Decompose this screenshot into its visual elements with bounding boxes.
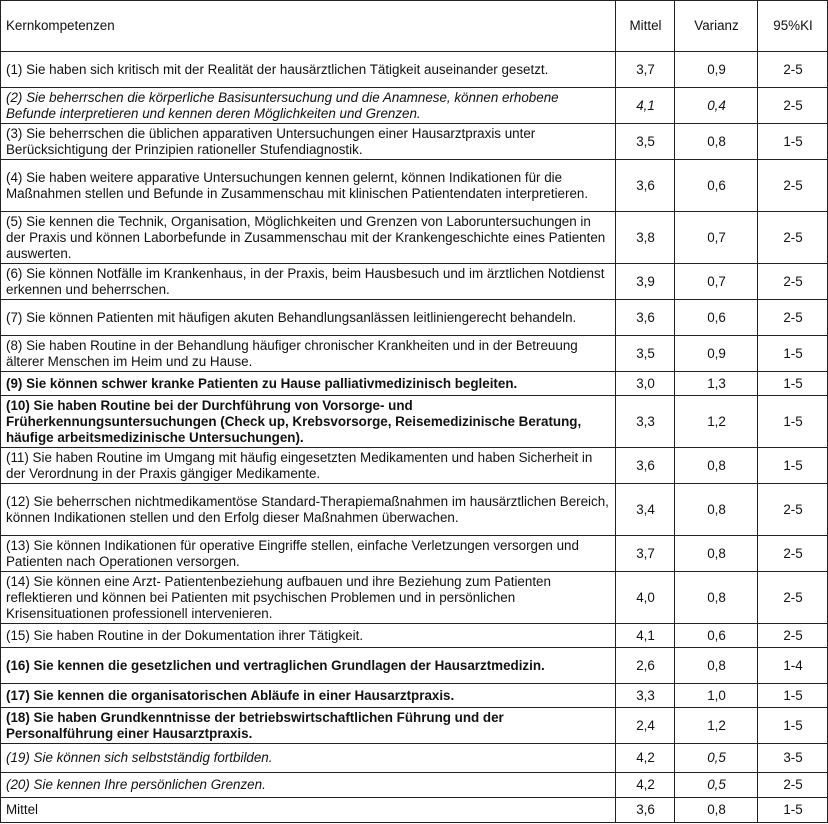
variance-value: 0,8 — [675, 448, 758, 484]
variance-value: 1,3 — [675, 372, 758, 396]
table-row — [1, 536, 828, 572]
table-row — [1, 264, 828, 300]
variance-value: 1,2 — [675, 708, 758, 744]
ci-value: 1-5 — [758, 396, 828, 448]
ci-value: 1-5 — [758, 372, 828, 396]
mean-value: 3,6 — [616, 160, 675, 212]
mean-value: 4,2 — [616, 773, 675, 798]
table-row — [1, 160, 828, 212]
ci-value: 1-5 — [758, 708, 828, 744]
variance-value: 0,4 — [675, 88, 758, 124]
ci-value: 2-5 — [758, 300, 828, 336]
table-row — [1, 372, 828, 396]
competence-text: (17) Sie kennen die organisatorischen Abläufe in einer Hausarztpraxis. — [1, 684, 616, 708]
mean-value: 3,4 — [616, 484, 675, 536]
ci-value: 1-5 — [758, 124, 828, 160]
table-row — [1, 744, 828, 773]
ci-value: 3-5 — [758, 744, 828, 773]
mean-value: 3,3 — [616, 396, 675, 448]
ci-value: 1-5 — [758, 336, 828, 372]
variance-value: 0,8 — [675, 484, 758, 536]
variance-value: 0,8 — [675, 124, 758, 160]
mean-value: 4,0 — [616, 572, 675, 624]
table-row — [1, 624, 828, 648]
footer-mean: 3,6 — [616, 798, 675, 823]
mean-value: 3,6 — [616, 300, 675, 336]
table-row — [1, 648, 828, 684]
competence-text: (11) Sie haben Routine im Umgang mit häufig eingesetzten Medikamenten und haben Sicherheit in der Verordnung in der Praxis gängiger Medikamente. — [1, 448, 616, 484]
table-row — [1, 336, 828, 372]
mean-value: 3,9 — [616, 264, 675, 300]
mean-value: 2,6 — [616, 648, 675, 684]
ci-value: 2-5 — [758, 52, 828, 88]
mean-value: 3,0 — [616, 372, 675, 396]
ci-value: 1-4 — [758, 648, 828, 684]
competence-text: (3) Sie beherrschen die üblichen apparativen Untersuchungen einer Hausarztpraxis unter Berücksichtigung der Prinzipien rationeller Stufendiagnostik. — [1, 124, 616, 160]
ci-value: 2-5 — [758, 624, 828, 648]
mean-value: 2,4 — [616, 708, 675, 744]
variance-value: 0,6 — [675, 624, 758, 648]
competence-text: (6) Sie können Notfälle im Krankenhaus, in der Praxis, beim Hausbesuch und im ärztlichen Notdienst erkennen und beherrschen. — [1, 264, 616, 300]
header-row — [1, 1, 828, 52]
competence-text: (12) Sie beherrschen nichtmedikamentöse Standard-Therapiemaßnahmen im hausärztlichen Bereich, können Indikationen stellen und den Erfolg dieser Maßnahmen überwachen. — [1, 484, 616, 536]
variance-value: 0,7 — [675, 264, 758, 300]
mean-value: 3,7 — [616, 52, 675, 88]
mean-value: 3,5 — [616, 124, 675, 160]
table-row — [1, 396, 828, 448]
variance-value: 0,6 — [675, 160, 758, 212]
header-variance: Varianz — [675, 1, 758, 52]
ci-value: 2-5 — [758, 212, 828, 264]
competence-text: (8) Sie haben Routine in der Behandlung häufiger chronischer Krankheiten und in der Betreuung älterer Menschen im Heim und zu Hause. — [1, 336, 616, 372]
variance-value: 0,6 — [675, 300, 758, 336]
footer-variance: 0,8 — [675, 798, 758, 823]
mean-value: 3,7 — [616, 536, 675, 572]
competence-text: (1) Sie haben sich kritisch mit der Realität der hausärztlichen Tätigkeit auseinander gesetzt. — [1, 52, 616, 88]
variance-value: 1,0 — [675, 684, 758, 708]
table-row — [1, 212, 828, 264]
ci-value: 2-5 — [758, 88, 828, 124]
ci-value: 2-5 — [758, 160, 828, 212]
variance-value: 0,8 — [675, 572, 758, 624]
mean-value: 4,1 — [616, 624, 675, 648]
competence-text: (15) Sie haben Routine in der Dokumentation ihrer Tätigkeit. — [1, 624, 616, 648]
competence-text: (18) Sie haben Grundkenntnisse der betriebswirtschaftlichen Führung und der Personalführung einer Hausarztpraxis. — [1, 708, 616, 744]
table-body — [1, 52, 828, 798]
table-row — [1, 773, 828, 798]
competence-text: (14) Sie können eine Arzt- Patientenbeziehung aufbauen und ihre Beziehung zum Patienten reflektieren und können bei Patienten mit psychischen Problemen und in persönlichen Krisensituationen professionell intervenieren. — [1, 572, 616, 624]
footer-ci: 1-5 — [758, 798, 828, 823]
table-row — [1, 484, 828, 536]
table-row — [1, 52, 828, 88]
variance-value: 0,9 — [675, 52, 758, 88]
mean-value: 4,1 — [616, 88, 675, 124]
ci-value: 2-5 — [758, 264, 828, 300]
competence-text: (16) Sie kennen die gesetzlichen und vertraglichen Grundlagen der Hausarztmedizin. — [1, 648, 616, 684]
competence-text: (5) Sie kennen die Technik, Organisation, Möglichkeiten und Grenzen von Laboruntersuchungen in der Praxis und können Laborbefunde in Zusammenschau mit der Krankengeschichte eines Patienten auswerten. — [1, 212, 616, 264]
footer-row — [1, 798, 828, 823]
ci-value: 2-5 — [758, 773, 828, 798]
table-row — [1, 88, 828, 124]
table-row — [1, 300, 828, 336]
variance-value: 1,2 — [675, 396, 758, 448]
competence-text: (9) Sie können schwer kranke Patienten zu Hause palliativmedizinisch begleiten. — [1, 372, 616, 396]
competence-text: (13) Sie können Indikationen für operative Eingriffe stellen, einfache Verletzungen versorgen und Patienten nach Operationen versorgen. — [1, 536, 616, 572]
ci-value: 2-5 — [758, 484, 828, 536]
competence-text: (20) Sie kennen Ihre persönlichen Grenzen. — [1, 773, 616, 798]
competence-text: (7) Sie können Patienten mit häufigen akuten Behandlungsanlässen leitliniengerecht behandeln. — [1, 300, 616, 336]
table-row — [1, 708, 828, 744]
variance-value: 0,7 — [675, 212, 758, 264]
table-row — [1, 572, 828, 624]
variance-value: 0,5 — [675, 744, 758, 773]
ci-value: 2-5 — [758, 536, 828, 572]
variance-value: 0,9 — [675, 336, 758, 372]
table-row — [1, 684, 828, 708]
table-row — [1, 448, 828, 484]
mean-value: 3,3 — [616, 684, 675, 708]
header-ci: 95%KI — [758, 1, 828, 52]
competence-text: (2) Sie beherrschen die körperliche Basisuntersuchung und die Anamnese, können erhobene Befunde interpretieren und kennen deren Möglichkeiten und Grenzen. — [1, 88, 616, 124]
ci-value: 1-5 — [758, 448, 828, 484]
competence-text: (19) Sie können sich selbstständig fortbilden. — [1, 744, 616, 773]
ci-value: 1-5 — [758, 684, 828, 708]
mean-value: 3,8 — [616, 212, 675, 264]
table-row — [1, 124, 828, 160]
header-competence: Kernkompetenzen — [1, 1, 616, 52]
mean-value: 4,2 — [616, 744, 675, 773]
mean-value: 3,5 — [616, 336, 675, 372]
ci-value: 2-5 — [758, 572, 828, 624]
variance-value: 0,8 — [675, 536, 758, 572]
competence-text: (4) Sie haben weitere apparative Untersuchungen kennen gelernt, können Indikationen für die Maßnahmen stellen und Befunde in Zusammenschau mit klinischen Patientendaten interpretieren. — [1, 160, 616, 212]
mean-value: 3,6 — [616, 448, 675, 484]
header-mean: Mittel — [616, 1, 675, 52]
variance-value: 0,8 — [675, 648, 758, 684]
competence-text: (10) Sie haben Routine bei der Durchführung von Vorsorge- und Früherkennungsuntersuchungen (Check up, Krebsvorsorge, Reisemedizinische Beratung, häufige arbeitsmedizinische Untersuchungen). — [1, 396, 616, 448]
footer-label: Mittel — [1, 798, 616, 823]
variance-value: 0,5 — [675, 773, 758, 798]
